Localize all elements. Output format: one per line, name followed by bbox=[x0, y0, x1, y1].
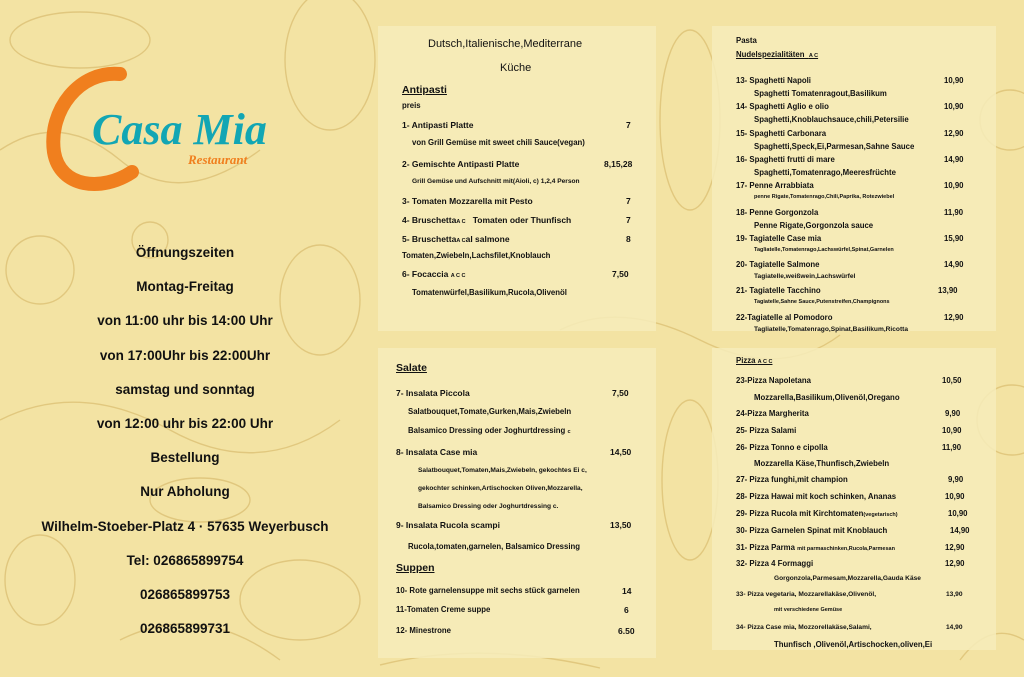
salads-heading: Salate bbox=[396, 362, 427, 374]
pasta-item-name: 13- Spaghetti Napoli bbox=[736, 76, 811, 85]
pasta-item-name: 19- Tagiatelle Case mia bbox=[736, 233, 822, 243]
casa-mia-logo bbox=[40, 60, 300, 200]
item-8-desc-2: gekochter schinken,Artischocken Oliven,Mozzarella, bbox=[418, 485, 583, 492]
item-23-name: 23-Pizza Napoletana bbox=[736, 376, 811, 385]
item-30-name: 30- Pizza Garnelen Spinat mit Knoblauch bbox=[736, 526, 888, 535]
item-3-price: 7 bbox=[626, 196, 631, 206]
pasta-item-price: 14,90 bbox=[944, 154, 964, 164]
pasta-panel bbox=[712, 26, 996, 331]
item-30-price: 14,90 bbox=[950, 526, 970, 535]
soups-heading: Suppen bbox=[396, 562, 435, 574]
item-4-price: 7 bbox=[626, 215, 631, 225]
item-26-name: 26- Pizza Tonno e cipolla bbox=[736, 443, 828, 452]
item-6-name: 6- Focaccia A C C bbox=[402, 269, 466, 279]
item-33-name: 33- Pizza vegetaria, Mozzarellakäse,Olivenöl, bbox=[736, 591, 877, 598]
pasta-item-desc: Spaghetti Tomatenragout,Basilikum bbox=[754, 89, 887, 98]
item-24-price: 9,90 bbox=[945, 409, 961, 418]
item-24-name: 24-Pizza Margherita bbox=[736, 409, 809, 418]
pasta-subheading: Nudelspezialitäten A C bbox=[736, 50, 819, 59]
hours-weekday-label: Montag-Freitag bbox=[136, 279, 234, 295]
item-28-name: 28- Pizza Hawai mit koch schinken, Ananas bbox=[736, 492, 897, 501]
item-5-name: 5- BruschettaA Cal salmone bbox=[402, 234, 510, 244]
item-31-price: 12,90 bbox=[945, 543, 965, 552]
pasta-item-price: 15,90 bbox=[944, 233, 964, 243]
item-2-name: 2- Gemischte Antipasti Platte bbox=[402, 159, 520, 169]
item-5-price: 8 bbox=[626, 234, 631, 244]
pasta-item-desc: Tagiatelle,weißwein,Lachswürfel bbox=[754, 273, 856, 281]
item-5-desc: Tomaten,Zwiebeln,Lachsfilet,Knoblauch bbox=[402, 251, 551, 260]
logo-subtitle: Restaurant bbox=[188, 152, 248, 167]
pasta-item-price: 11,90 bbox=[944, 207, 964, 217]
cuisine-title-2: Küche bbox=[500, 62, 532, 74]
hours-weekend: von 12:00 uhr bis 22:00 Uhr bbox=[96, 416, 274, 432]
item-8-desc-3: Balsamico Dressing oder Joghurtdressing c. bbox=[418, 503, 559, 510]
item-6-desc: Tomatenwürfel,Basilikum,Rucola,Olivenöl bbox=[412, 288, 567, 297]
pasta-item-name: 16- Spaghetti frutti di mare bbox=[736, 154, 835, 164]
pasta-item-desc: Spaghetti,Tomatenrago,Meeresfrüchte bbox=[754, 167, 896, 177]
pasta-item-desc: Spaghetti,Knoblauchsauce,chili,Petersilie bbox=[754, 115, 909, 125]
item-12-price: 6.50 bbox=[618, 626, 635, 636]
pasta-item-desc: penne Rigate,Tomatenrago,Chili,Paprika, Rotezwiebel bbox=[754, 194, 895, 201]
item-34-price: 14,90 bbox=[946, 624, 963, 631]
pasta-item-desc: Spaghetti,Speck,Ei,Parmesan,Sahne Sauce bbox=[754, 141, 915, 151]
pasta-item-desc: Tagliatelle,Tomatenrago,Spinat,Basilikum,Ricotta bbox=[754, 325, 909, 333]
item-7-price: 7,50 bbox=[612, 388, 629, 398]
item-23-desc: Mozzarella,Basilikum,Olivenöl,Oregano bbox=[754, 393, 900, 402]
item-2-price: 8,15,28 bbox=[604, 159, 633, 169]
pasta-item-price: 12,90 bbox=[944, 312, 964, 322]
pizza-heading: Pizza A C C bbox=[736, 356, 773, 365]
pasta-item-price: 12,90 bbox=[944, 128, 964, 138]
item-28-price: 10,90 bbox=[945, 492, 965, 501]
item-6-price: 7,50 bbox=[612, 269, 629, 279]
item-26-price: 11,90 bbox=[942, 443, 962, 452]
item-31-name: 31- Pizza Parma mit parmaschinken,Rucola,Parmesan bbox=[736, 543, 895, 552]
antipasti-panel bbox=[378, 26, 656, 331]
item-1-desc: von Grill Gemüse mit sweet chili Sauce(vegan) bbox=[412, 138, 585, 147]
pasta-item-desc: Tagiatelle,Sahne Sauce,Putenstreifen,Champignons bbox=[754, 299, 890, 306]
item-7-desc-2: Balsamico Dressing oder Joghurtdressing c bbox=[408, 426, 571, 435]
item-1-name: 1- Antipasti Platte bbox=[402, 120, 474, 130]
item-9-desc: Rucola,tomaten,garnelen, Balsamico Dressing bbox=[408, 542, 581, 551]
pasta-item-price: 13,90 bbox=[938, 286, 958, 296]
item-1-price: 7 bbox=[626, 120, 631, 130]
pasta-item-name: 21- Tagiatelle Tacchino bbox=[736, 286, 821, 296]
item-7-desc-1: Salatbouquet,Tomate,Gurken,Mais,Zwiebeln bbox=[408, 407, 572, 416]
pasta-item-name: 18- Penne Gorgonzola bbox=[736, 207, 819, 217]
pasta-item-price: 10,90 bbox=[944, 76, 964, 85]
order-label: Bestellung bbox=[150, 450, 220, 466]
hours-title: Öffnungszeiten bbox=[135, 245, 235, 260]
item-9-price: 13,50 bbox=[610, 520, 632, 530]
item-2-desc: Grill Gemüse und Aufschnitt mit(Aioli, c) 1,2,4 Person bbox=[412, 178, 580, 185]
doodle-shape bbox=[662, 400, 718, 560]
item-12-name: 12- Minestrone bbox=[396, 626, 452, 635]
phone-3: 026865899731 bbox=[139, 621, 231, 637]
address: Wilhelm-Stoeber-Platz 4 · 57635 Weyerbusch bbox=[41, 518, 329, 534]
item-33-price: 13,90 bbox=[946, 591, 963, 598]
pasta-item-name: 20- Tagiatelle Salmone bbox=[736, 260, 820, 270]
pasta-item-price: 10,90 bbox=[944, 181, 964, 191]
item-29-price: 10,90 bbox=[948, 509, 968, 518]
item-32-desc: Gorgonzola,Parmesam,Mozzarella,Gauda Käse bbox=[774, 575, 921, 582]
item-27-name: 27- Pizza funghi,mit champion bbox=[736, 475, 848, 484]
item-34-desc: Thunfisch ,Olivenöl,Artischocken,oliven,Ei bbox=[774, 640, 933, 649]
cuisine-title: Dutsch,Italienische,Mediterrane bbox=[428, 38, 583, 50]
item-9-name: 9- Insalata Rucola scampi bbox=[396, 520, 500, 530]
item-8-price: 14,50 bbox=[610, 447, 632, 457]
pasta-item-price: 14,90 bbox=[944, 260, 964, 270]
price-label: preis bbox=[402, 101, 421, 110]
item-25-price: 10,90 bbox=[942, 426, 962, 435]
item-10-price: 14 bbox=[622, 586, 632, 596]
antipasti-heading: Antipasti bbox=[402, 84, 447, 96]
item-3-name: 3- Tomaten Mozzarella mit Pesto bbox=[402, 196, 533, 206]
item-8-desc-1: Salatbouquet,Tomaten,Mais,Zwiebeln, gekochtes Ei c, bbox=[418, 467, 587, 474]
pasta-item-desc: Penne Rigate,Gorgonzola sauce bbox=[754, 220, 874, 230]
pasta-item-name: 22-Tagiatelle al Pomodoro bbox=[736, 312, 833, 322]
item-10-name: 10- Rote garnelensuppe mit sechs stück garnelen bbox=[396, 586, 580, 595]
phone-1: Tel: 026865899754 bbox=[126, 552, 244, 568]
item-26-desc: Mozzarella Käse,Thunfisch,Zwiebeln bbox=[754, 459, 890, 468]
phone-2: 026865899753 bbox=[139, 587, 231, 603]
pasta-item-name: 14- Spaghetti Aglio e olio bbox=[736, 102, 829, 112]
salads-soups-panel bbox=[378, 348, 656, 658]
item-7-name: 7- Insalata Piccola bbox=[396, 388, 470, 398]
pickup-only: Nur Abholung bbox=[140, 484, 230, 500]
item-33-desc: mit verschiedene Gemüse bbox=[774, 607, 843, 613]
pasta-item-name: 15- Spaghetti Carbonara bbox=[736, 128, 827, 138]
item-34-name: 34- Pizza Case mia, Mozzorellakäse,Salami, bbox=[736, 624, 872, 631]
hours-weekday-lunch: von 11:00 uhr bis 14:00 Uhr bbox=[97, 313, 273, 329]
contact-info bbox=[0, 236, 370, 646]
pasta-item-price: 10,90 bbox=[944, 102, 964, 112]
item-29-name: 29- Pizza Rucola mit Kirchtomaten(vegetarisch) bbox=[736, 509, 898, 518]
doodle-shape bbox=[660, 30, 720, 210]
item-32-price: 12,90 bbox=[945, 559, 965, 568]
item-23-price: 10,50 bbox=[942, 376, 962, 385]
pasta-heading: Pasta bbox=[736, 36, 757, 45]
hours-weekend-label: samstag und sonntag bbox=[115, 381, 255, 397]
item-25-name: 25- Pizza Salami bbox=[736, 426, 797, 435]
item-4-name: 4- BruschettaA C Tomaten oder Thunfisch bbox=[402, 215, 572, 225]
item-32-name: 32- Pizza 4 Formaggi bbox=[736, 559, 814, 568]
item-8-name: 8- Insalata Case mia bbox=[396, 447, 478, 457]
logo-wordmark: Casa Mia bbox=[92, 105, 267, 154]
item-11-name: 11-Tomaten Creme suppe bbox=[396, 605, 491, 614]
pasta-item-desc: Tagliatelle,Tomatenrago,Lachswürfel,Spinat,Garnelen bbox=[754, 246, 894, 253]
hours-weekday-dinner: von 17:00Uhr bis 22:00Uhr bbox=[99, 347, 271, 363]
pizza-panel bbox=[712, 348, 996, 650]
item-27-price: 9,90 bbox=[948, 475, 964, 484]
item-11-price: 6 bbox=[624, 605, 629, 615]
pasta-item-name: 17- Penne Arrabbiata bbox=[736, 181, 814, 191]
